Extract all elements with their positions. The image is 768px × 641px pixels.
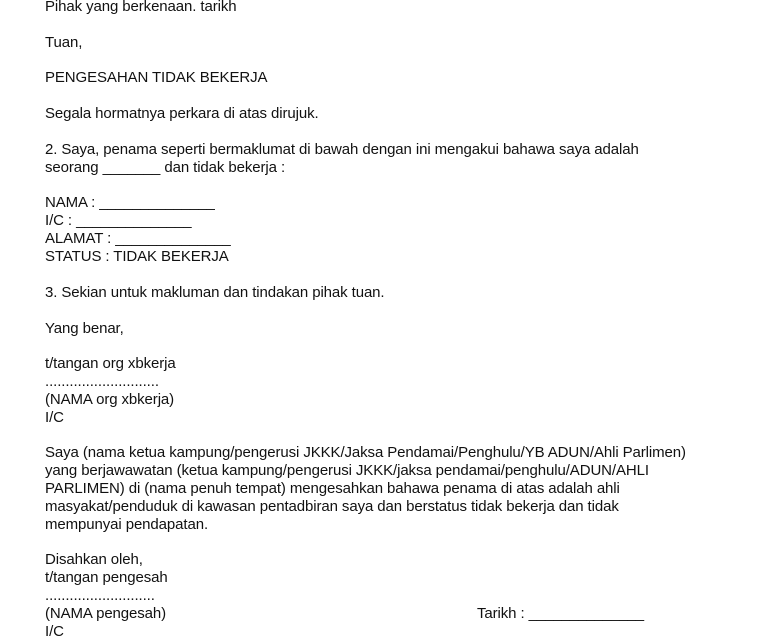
para3: 3. Sekian untuk makluman dan tindakan pihak tuan. bbox=[45, 284, 385, 301]
certification-line2: yang berjawawatan (ketua kampung/pengerusi JKKK/jaksa pendamai/penghulu/ADUN/AHLI bbox=[45, 462, 649, 479]
endorser-name: (NAMA pengesah) bbox=[45, 605, 167, 622]
date-field: Tarikh : ______________ bbox=[477, 605, 645, 622]
field-nama: NAMA : ______________ bbox=[45, 194, 215, 211]
field-ic: I/C : ______________ bbox=[45, 212, 192, 229]
endorser-dots: ........................... bbox=[45, 587, 155, 604]
signatory-name: (NAMA org xbkerja) bbox=[45, 391, 175, 408]
signatory-dots: ............................ bbox=[45, 373, 159, 390]
signatory-ic: I/C bbox=[45, 409, 64, 426]
recipient-line: Pihak yang berkenaan. tarikh bbox=[45, 0, 237, 15]
letter-subject: PENGESAHAN TIDAK BEKERJA bbox=[45, 69, 268, 86]
certification-line3: PARLIMEN) di (nama penuh tempat) mengesahkan bahawa penama di atas adalah ahli bbox=[45, 480, 620, 497]
certification-line5: mempunyai pendapatan. bbox=[45, 516, 209, 533]
certification-line4: masyakat/penduduk di kawasan pentadbiran saya dan berstatus tidak bekerja dan tidak bbox=[45, 498, 619, 515]
para2-line2: seorang _______ dan tidak bekerja : bbox=[45, 159, 286, 176]
certified-by: Disahkan oleh, bbox=[45, 551, 143, 568]
closing: Yang benar, bbox=[45, 320, 124, 337]
endorser-ic: I/C bbox=[45, 623, 64, 640]
para2-line1: 2. Saya, penama seperti bermaklumat di bawah dengan ini mengakui bahawa saya adalah bbox=[45, 141, 639, 158]
signatory-sign-label: t/tangan org xbkerja bbox=[45, 355, 176, 372]
field-alamat: ALAMAT : ______________ bbox=[45, 230, 231, 247]
field-status: STATUS : TIDAK BEKERJA bbox=[45, 248, 229, 265]
salutation: Tuan, bbox=[45, 34, 83, 51]
endorser-sign-label: t/tangan pengesah bbox=[45, 569, 168, 586]
reference-line: Segala hormatnya perkara di atas dirujuk. bbox=[45, 105, 319, 122]
certification-line1: Saya (nama ketua kampung/pengerusi JKKK/Jaksa Pendamai/Penghulu/YB ADUN/Ahli Parlimen) bbox=[45, 444, 686, 461]
